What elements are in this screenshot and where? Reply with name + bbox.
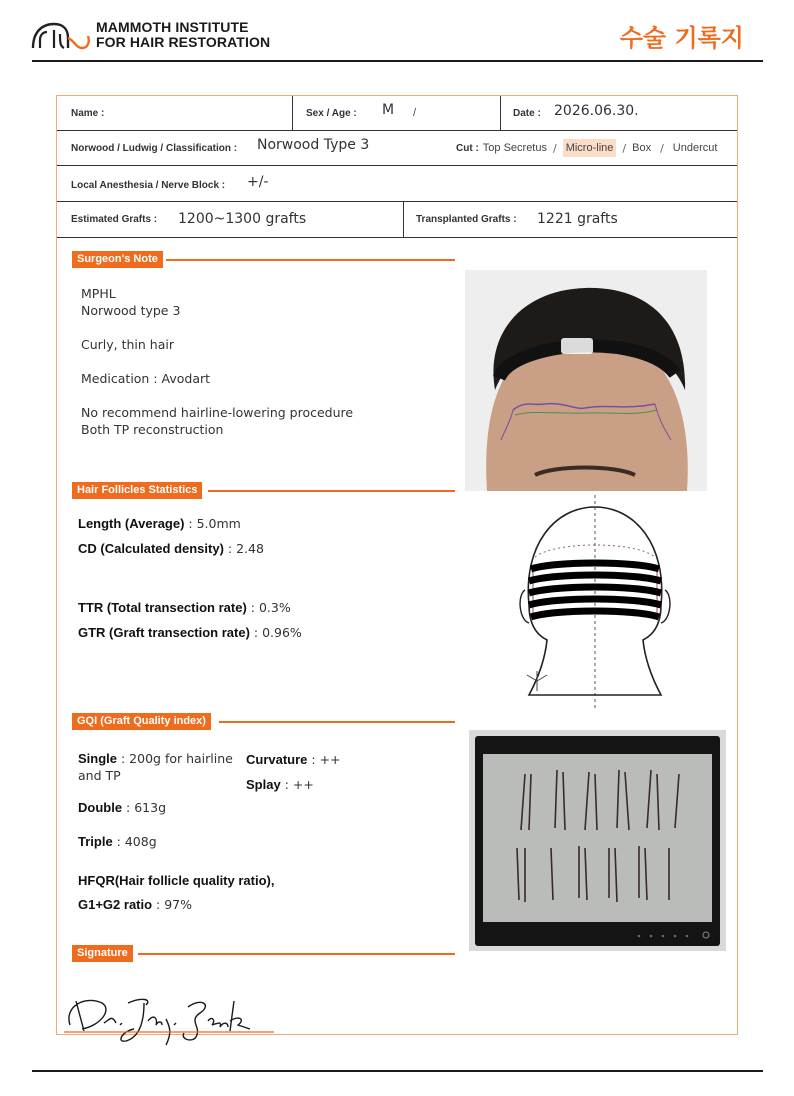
splay-stat: Splay : ++ bbox=[246, 777, 314, 792]
doctor-signature bbox=[62, 985, 277, 1051]
hfqr-label: HFQR(Hair follicle quality ratio), bbox=[78, 873, 275, 888]
cut-options: Cut : Top Secretus / Micro-line / Box / Undercut bbox=[456, 131, 717, 165]
transplanted-grafts-label: Transplanted Grafts : bbox=[416, 214, 517, 225]
date-field[interactable]: 2026.06.30. bbox=[554, 103, 639, 119]
patient-hairline-photo bbox=[465, 270, 707, 491]
signature-title: Signature bbox=[72, 945, 133, 962]
cut-option-box[interactable]: Box bbox=[632, 142, 652, 154]
sex-age-label: Sex / Age : bbox=[306, 107, 357, 119]
double-stat: Double : 613g bbox=[78, 800, 167, 815]
cut-option-top-secretus[interactable]: Top Secretus bbox=[482, 142, 547, 154]
triple-stat: Triple : 408g bbox=[78, 834, 157, 849]
anesthesia-field[interactable]: +/- bbox=[247, 173, 269, 190]
donor-area-head-diagram bbox=[515, 495, 675, 710]
gqi-title: GQI (Graft Quality index) bbox=[72, 713, 211, 730]
mammoth-logo-icon bbox=[30, 18, 92, 52]
anesthesia-row bbox=[57, 166, 737, 202]
page-title: 수술 기록지 bbox=[619, 24, 744, 52]
section-rule bbox=[138, 953, 455, 955]
gtr-stat: GTR (Graft transection rate) : 0.96% bbox=[78, 625, 302, 640]
cd-stat: CD (Calculated density) : 2.48 bbox=[78, 541, 264, 556]
graft-monitor-photo bbox=[469, 730, 726, 951]
grafts-row bbox=[57, 202, 737, 238]
transplanted-grafts-field[interactable]: 1221 grafts bbox=[537, 210, 618, 227]
section-rule bbox=[208, 490, 455, 492]
g1g2-stat: G1+G2 ratio : 97% bbox=[78, 897, 193, 912]
footer-divider bbox=[32, 1070, 763, 1072]
anesthesia-label: Local Anesthesia / Nerve Block : bbox=[71, 180, 226, 191]
estimated-grafts-label: Estimated Grafts : bbox=[71, 214, 158, 225]
patient-info-row bbox=[57, 96, 737, 131]
cut-label: Cut : bbox=[456, 142, 479, 154]
header-divider bbox=[32, 60, 763, 62]
classification-field[interactable]: Norwood Type 3 bbox=[257, 137, 370, 153]
length-stat: Length (Average) : 5.0mm bbox=[78, 516, 241, 531]
estimated-grafts-field[interactable]: 1200~1300 grafts bbox=[178, 210, 307, 227]
hair-follicles-statistics-title: Hair Follicles Statistics bbox=[72, 482, 202, 499]
document-header bbox=[0, 0, 794, 62]
name-label: Name : bbox=[71, 107, 105, 119]
age-separator: / bbox=[413, 107, 417, 119]
classification-label: Norwood / Ludwig / Classification : bbox=[71, 142, 238, 154]
cut-option-undercut[interactable]: Undercut bbox=[672, 142, 718, 154]
section-rule bbox=[219, 721, 455, 723]
section-rule bbox=[166, 259, 455, 261]
brand-name: MAMMOTH INSTITUTE FOR HAIR RESTORATION bbox=[96, 19, 271, 50]
date-label: Date : bbox=[513, 107, 541, 119]
surgeons-note-text: MPHL Norwood type 3 Curly, thin hair Medication : Avodart No recommend hairline-lowering procedure Both TP reconstruction bbox=[81, 286, 354, 437]
classification-row bbox=[57, 131, 737, 166]
cut-option-micro-line[interactable]: Micro-line bbox=[563, 139, 617, 157]
surgeons-note-title: Surgeon's Note bbox=[72, 251, 163, 268]
ttr-stat: TTR (Total transection rate) : 0.3% bbox=[78, 600, 291, 615]
curvature-stat: Curvature : ++ bbox=[246, 752, 341, 767]
sex-field[interactable]: M bbox=[382, 102, 395, 118]
single-stat: Single : 200g for hairline and TP bbox=[78, 751, 233, 783]
